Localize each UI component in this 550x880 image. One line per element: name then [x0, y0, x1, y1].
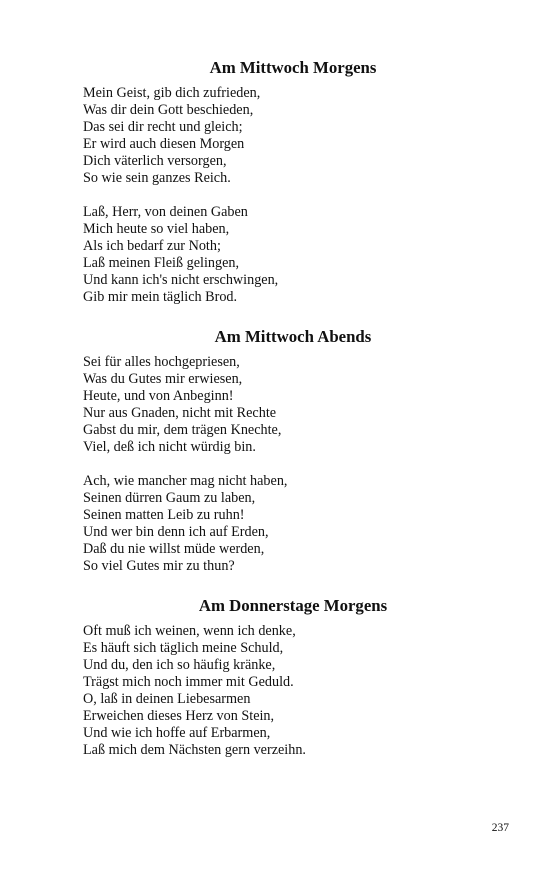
poem-line: Gabst du mir, dem trägen Knechte,	[83, 422, 282, 438]
poem-line: Erweichen dieses Herz von Stein,	[83, 708, 275, 724]
poem-line: Laß meinen Fleiß gelingen,	[83, 255, 240, 271]
poem-line: Ach, wie mancher mag nicht haben,	[83, 473, 288, 489]
poem-line: Sei für alles hochgepriesen,	[83, 354, 240, 370]
poem-stanza	[83, 623, 503, 759]
poem-line: Nur aus Gnaden, nicht mit Rechte	[83, 405, 277, 421]
poem-line: So viel Gutes mir zu thun?	[83, 558, 235, 574]
poem-line: Als ich bedarf zur Noth;	[83, 238, 221, 254]
poem-line: Daß du nie willst müde werden,	[83, 541, 265, 557]
poem-line: Was dir dein Gott beschieden,	[83, 102, 254, 118]
poem-line: Trägst mich noch immer mit Geduld.	[83, 674, 294, 690]
poem-line: Seinen matten Leib zu ruhn!	[83, 507, 245, 523]
poem-line: O, laß in deinen Liebesarmen	[83, 691, 251, 707]
poem-line: Gib mir mein täglich Brod.	[83, 289, 238, 305]
poem-stanza	[83, 473, 503, 575]
poem-line: Was du Gutes mir erwiesen,	[83, 371, 243, 387]
poem-line: Und wer bin denn ich auf Erden,	[83, 524, 269, 540]
poem-section-mittwoch-abends	[83, 327, 503, 575]
page-number: 237	[491, 822, 509, 834]
poem-title: Am Mittwoch Abends	[214, 327, 372, 346]
poem-line: Und du, den ich so häufig kränke,	[83, 657, 276, 673]
poem-stanza	[83, 354, 503, 456]
poem-line: Das sei dir recht und gleich;	[83, 119, 243, 135]
poem-line: Und wie ich hoffe auf Erbarmen,	[83, 725, 271, 741]
poem-line: Und kann ich's nicht erschwingen,	[83, 272, 279, 288]
poem-line: Dich väterlich versorgen,	[83, 153, 227, 169]
poem-line: Oft muß ich weinen, wenn ich denke,	[83, 623, 296, 639]
poem-line: Seinen dürren Gaum zu laben,	[83, 490, 256, 506]
poem-line: Laß mich dem Nächsten gern verzeihn.	[83, 742, 306, 758]
poem-stanza	[83, 85, 503, 187]
poem-line: So wie sein ganzes Reich.	[83, 170, 231, 186]
poem-stanza	[83, 204, 503, 306]
poem-line: Es häuft sich täglich meine Schuld,	[83, 640, 284, 656]
poem-section-donnerstage-morgens	[83, 596, 503, 759]
poem-title: Am Mittwoch Morgens	[209, 58, 377, 77]
poem-line: Heute, und von Anbeginn!	[83, 388, 234, 404]
poem-line: Viel, deß ich nicht würdig bin.	[83, 439, 256, 455]
poem-line: Laß, Herr, von deinen Gaben	[83, 204, 248, 220]
poem-line: Mich heute so viel haben,	[83, 221, 230, 237]
poem-section-mittwoch-morgens	[83, 58, 503, 306]
poem-line: Mein Geist, gib dich zufrieden,	[83, 85, 261, 101]
poem-title: Am Donnerstage Morgens	[198, 596, 388, 615]
poem-line: Er wird auch diesen Morgen	[83, 136, 245, 152]
